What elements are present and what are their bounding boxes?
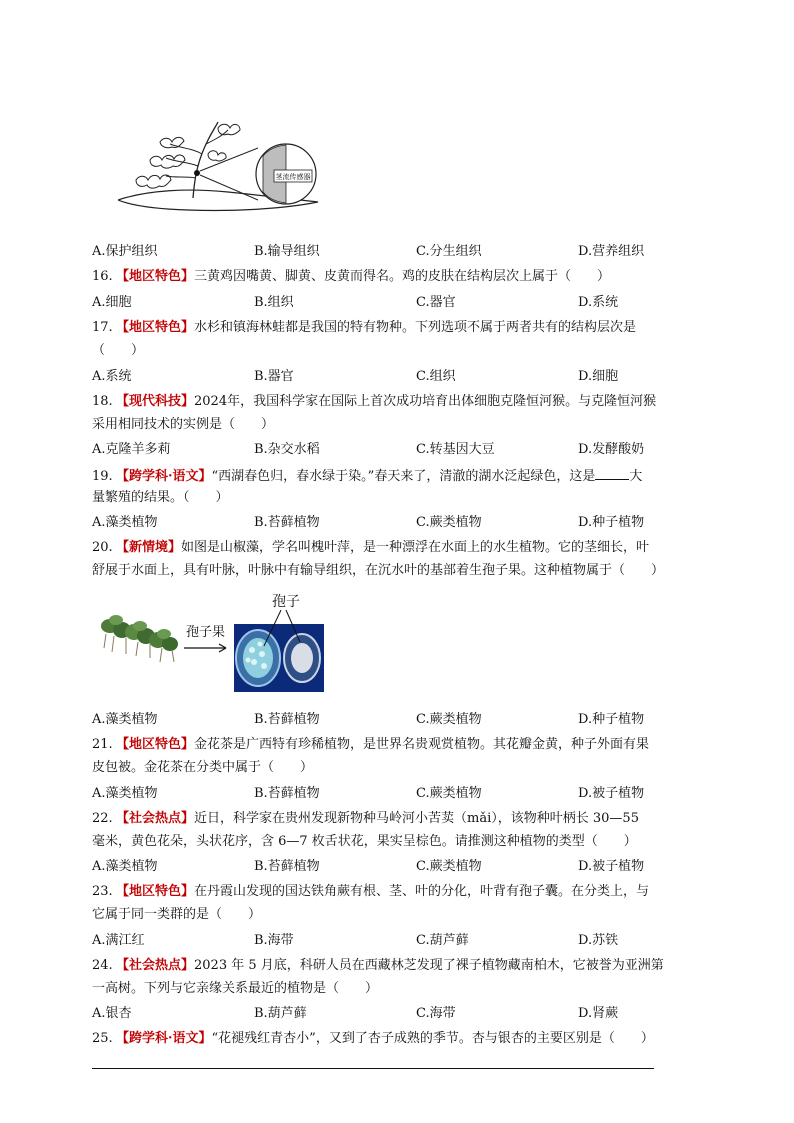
q18-option-c[interactable]: C.转基因大豆	[416, 442, 495, 457]
q15-option-c[interactable]: C.分生组织	[416, 244, 482, 259]
q19-text-a: “西湖春色归，春水绿于染。”春天来了，清澈的湖水泛起绿色，这是	[211, 469, 596, 484]
q21-option-d[interactable]: D.被子植物	[578, 786, 645, 801]
q18-option-d[interactable]: D.发酵酸奶	[578, 442, 645, 457]
q23-text: 在丹霞山发现的国达铁角蕨有根、茎、叶的分化，叶背有孢子囊。在分类上，与	[194, 884, 650, 899]
q17-option-b[interactable]: B.器官	[254, 369, 294, 384]
q20-number: 20.	[92, 540, 113, 555]
q16-option-a[interactable]: A.细胞	[92, 295, 132, 310]
q15-options	[92, 244, 712, 260]
q24-stem-line2: 一高树。下列与它亲缘关系最近的植物是（ ）	[92, 981, 379, 996]
q24-options	[92, 1006, 712, 1022]
q19-options	[92, 515, 712, 531]
q20-option-a[interactable]: A.藻类植物	[92, 712, 158, 727]
q22-number: 22.	[92, 811, 113, 826]
q20-option-c[interactable]: C.蕨类植物	[416, 712, 482, 727]
q24-tag: 【社会热点】	[116, 958, 195, 973]
q24-option-b[interactable]: B.葫芦藓	[254, 1006, 307, 1021]
q23-options	[92, 933, 712, 949]
q18-stem-line2: 采用相同技术的实例是（ ）	[92, 417, 275, 432]
q15-option-b[interactable]: B.输导组织	[254, 244, 320, 259]
q21-option-c[interactable]: C.蕨类植物	[416, 786, 482, 801]
q19-stem-line2: 量繁殖的结果。（ ）	[92, 490, 229, 505]
q19-option-b[interactable]: B.苔藓植物	[254, 515, 320, 530]
q22-options	[92, 859, 712, 875]
q19-number: 19.	[92, 469, 113, 484]
q18-options	[92, 442, 712, 458]
q16-stem	[92, 269, 712, 285]
q22-option-d[interactable]: D.被子植物	[578, 859, 645, 874]
q23-option-a[interactable]: A.满江红	[92, 933, 145, 948]
q22-option-a[interactable]: A.藻类植物	[92, 859, 158, 874]
q24-stem	[92, 958, 712, 974]
q18-stem	[92, 394, 712, 410]
q21-option-a[interactable]: A.藻类植物	[92, 786, 158, 801]
q17-number: 17.	[92, 320, 113, 335]
spore-label: 孢子	[272, 594, 300, 610]
q24-number: 24.	[92, 958, 113, 973]
q15-option-d[interactable]: D.营养组织	[578, 244, 645, 259]
salvinia-figure	[96, 592, 336, 694]
q18-text: 2024年，我国科学家在国际上首次成功培育出体细胞克隆恒河猴。与克隆恒河猴	[194, 394, 657, 409]
q24-option-a[interactable]: A.银杏	[92, 1006, 132, 1021]
q15-option-a[interactable]: A.保护组织	[92, 244, 158, 259]
q17-option-d[interactable]: D.细胞	[578, 369, 619, 384]
q22-option-b[interactable]: B.苔藓植物	[254, 859, 320, 874]
q19-stem	[92, 467, 712, 485]
q19-option-d[interactable]: D.种子植物	[578, 515, 645, 530]
q22-tag: 【社会热点】	[116, 811, 195, 826]
q23-option-d[interactable]: D.苏铁	[578, 933, 619, 948]
q22-text: 近日，科学家在贵州发现新物种马岭河小苦荬（mǎi），该物种叶柄长 30—55	[194, 811, 639, 826]
q17-option-a[interactable]: A.系统	[92, 369, 132, 384]
q24-option-d[interactable]: D.肾蕨	[578, 1006, 619, 1021]
q21-options	[92, 786, 712, 802]
plant-sensor-figure	[118, 118, 323, 218]
q16-option-b[interactable]: B.组织	[254, 295, 294, 310]
q20-text: 如图是山椒藻，学名叫槐叶萍，是一种漂浮在水面上的水生植物。它的茎细长，叶	[181, 540, 650, 555]
q22-stem	[92, 811, 712, 827]
q19-text-b: 大	[629, 469, 643, 484]
sporocarp-label: 孢子果	[186, 625, 226, 640]
q25-number: 25.	[92, 1031, 113, 1046]
q21-stem	[92, 737, 712, 753]
q17-stem-line2: （ ）	[92, 343, 145, 358]
q19-tag: 【跨学科·语文】	[116, 469, 212, 484]
q17-option-c[interactable]: C.组织	[416, 369, 456, 384]
q17-text: 水杉和镇海林蛙都是我国的特有物种。下列选项不属于两者共有的结构层次是	[194, 320, 637, 335]
q20-option-d[interactable]: D.种子植物	[578, 712, 645, 727]
salvinia-plant	[101, 615, 178, 662]
q18-tag: 【现代科技】	[116, 394, 195, 409]
q18-option-a[interactable]: A.克隆羊多莉	[92, 442, 171, 457]
q21-number: 21.	[92, 737, 113, 752]
q17-tag: 【地区特色】	[116, 320, 195, 335]
q23-number: 23.	[92, 884, 113, 899]
q16-option-d[interactable]: D.系统	[578, 295, 619, 310]
q16-option-c[interactable]: C.器官	[416, 295, 456, 310]
q23-stem-line2: 它属于同一类群的是（ ）	[92, 907, 262, 922]
q19-option-c[interactable]: C.蕨类植物	[416, 515, 482, 530]
q22-option-c[interactable]: C.蕨类植物	[416, 859, 482, 874]
q20-options	[92, 712, 712, 728]
q24-option-c[interactable]: C.海带	[416, 1006, 456, 1021]
q25-stem	[92, 1031, 712, 1047]
q16-number: 16.	[92, 269, 113, 284]
q20-stem	[92, 540, 712, 556]
q23-stem	[92, 884, 712, 900]
q17-stem	[92, 320, 712, 336]
q25-tag: 【跨学科·语文】	[116, 1031, 212, 1046]
q18-option-b[interactable]: B.杂交水稻	[254, 442, 320, 457]
q17-options	[92, 369, 712, 385]
q16-options	[92, 295, 712, 311]
q21-option-b[interactable]: B.苔藓植物	[254, 786, 320, 801]
q23-option-c[interactable]: C.葫芦藓	[416, 933, 469, 948]
q19-answer-blank[interactable]	[595, 467, 629, 480]
q21-stem-line2: 皮包被。金花茶在分类中属于（ ）	[92, 760, 314, 775]
q23-tag: 【地区特色】	[116, 884, 195, 899]
q24-text: 2023 年 5 月底，科研人员在西藏林芝发现了裸子植物藏南柏木，它被誉为亚洲第	[194, 958, 664, 973]
sensor-label: 茎流传感器	[275, 173, 311, 181]
q18-number: 18.	[92, 394, 113, 409]
q20-tag: 【新情境】	[116, 540, 182, 555]
footer-divider	[92, 1068, 654, 1069]
q20-option-b[interactable]: B.苔藓植物	[254, 712, 320, 727]
q25-text: “花褪残红青杏小”，又到了杏子成熟的季节。杏与银杏的主要区别是（ ）	[211, 1031, 654, 1046]
q21-tag: 【地区特色】	[116, 737, 195, 752]
q16-tag: 【地区特色】	[116, 269, 195, 284]
q19-option-a[interactable]: A.藻类植物	[92, 515, 158, 530]
q22-stem-line2: 毫米，黄色花朵，头状花序，含 6—7 枚舌状花，果实呈棕色。请推测这种植物的类型（ ）	[92, 834, 637, 849]
q16-text: 三黄鸡因嘴黄、脚黄、皮黄而得名。鸡的皮肤在结构层次上属于（ ）	[194, 269, 611, 284]
q21-text: 金花茶是广西特有珍稀植物，是世界名贵观赏植物。其花瓣金黄，种子外面有果	[194, 737, 650, 752]
q23-option-b[interactable]: B.海带	[254, 933, 294, 948]
q20-stem-line2: 舒展于水面上，具有叶脉，叶脉中有输导组织，在沉水叶的基部着生孢子果。这种植物属于（ ）	[92, 563, 665, 578]
